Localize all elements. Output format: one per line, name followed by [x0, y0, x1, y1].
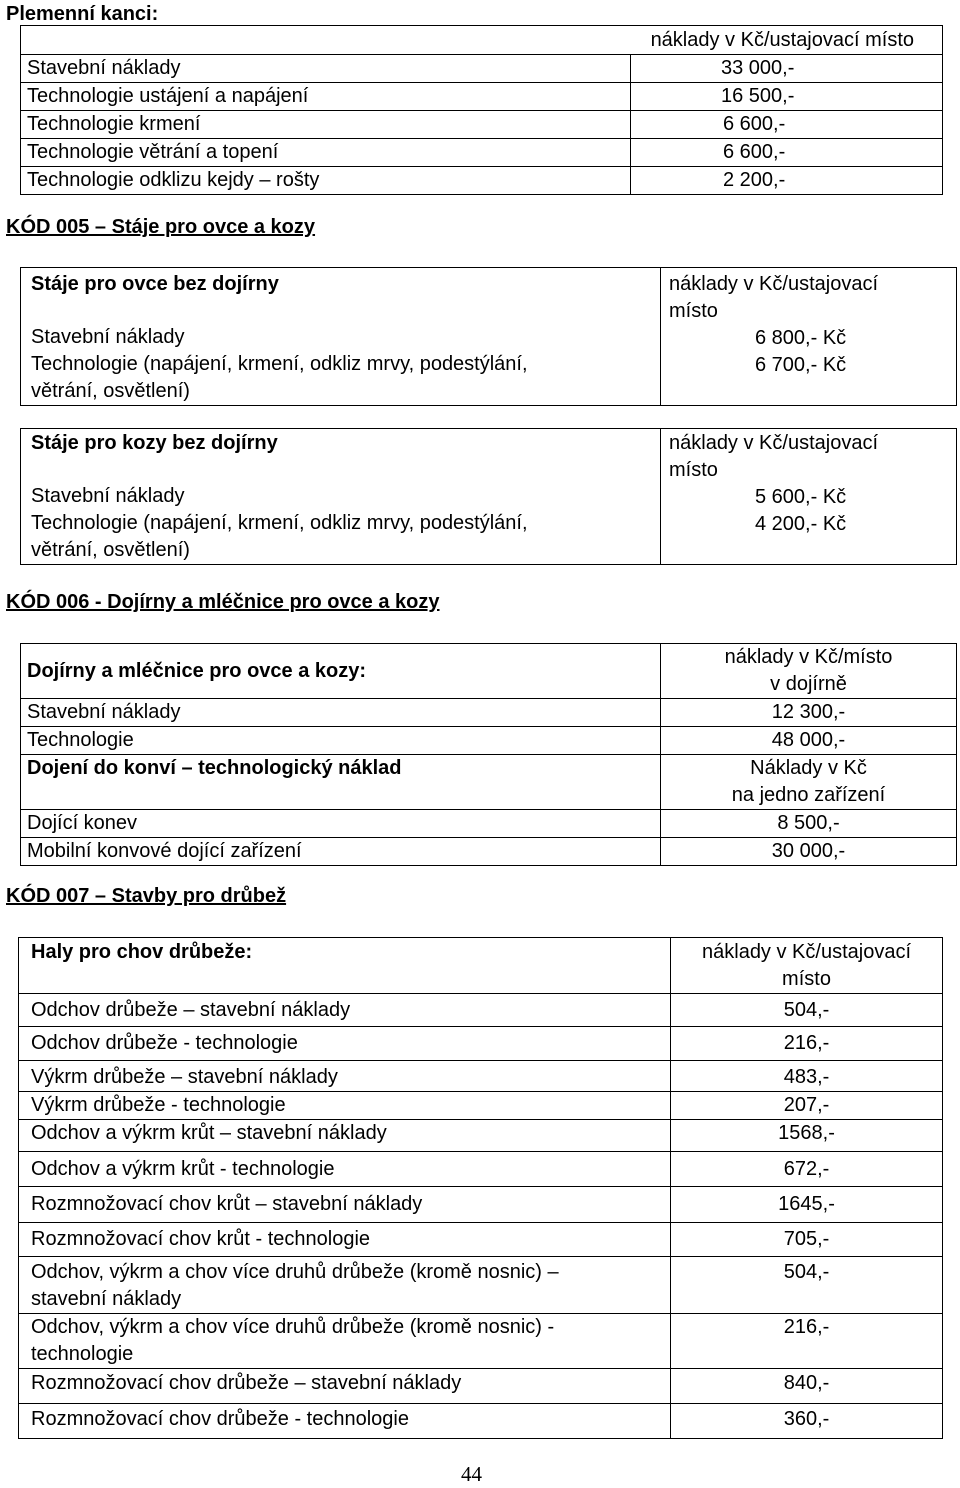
row-label: Technologie ustájení a napájení: [21, 83, 631, 111]
kozy-heading: Stáje pro kozy bez dojírny: [31, 432, 278, 454]
row-value: 8 500,-: [661, 810, 957, 838]
row-value: 504,-: [671, 1257, 943, 1314]
table-row: [19, 1152, 943, 1187]
row-value: 4 200,- Kč: [755, 513, 847, 535]
ovce-table: [20, 267, 957, 406]
row-label: Stavební náklady: [21, 55, 631, 83]
row-value: 483,-: [671, 1061, 943, 1092]
row-value: 6 600,-: [631, 111, 943, 139]
dojirny-unit-header: náklady v Kč/místo: [724, 646, 893, 668]
table-row: [19, 1092, 943, 1120]
page-number: 44: [461, 1462, 482, 1486]
table-row: [21, 810, 957, 838]
row-value: 30 000,-: [661, 838, 957, 866]
row-label: Výkrm drůbeže - technologie: [19, 1092, 671, 1120]
row-label: Technologie větrání a topení: [21, 139, 631, 167]
row-value: 207,-: [671, 1092, 943, 1120]
row-value: 1645,-: [671, 1187, 943, 1223]
table-row: [21, 83, 943, 111]
row-value: 6 800,- Kč: [755, 327, 847, 349]
table-row: [19, 1223, 943, 1257]
row-label: Rozmnožovací chov krůt - technologie: [19, 1223, 671, 1257]
dojeni-unit-header: na jedno zařízení: [731, 784, 886, 806]
table-row: [21, 727, 957, 755]
row-value: 504,-: [671, 994, 943, 1027]
row-label: Stavební náklady: [31, 326, 185, 348]
row-label: Technologie (napájení, krmení, odkliz mrvy, podestýlání,: [31, 353, 528, 375]
row-value: 2 200,-: [631, 167, 943, 195]
row-label: Odchov drůbeže – stavební náklady: [19, 994, 671, 1027]
kanci-unit-header: náklady v Kč/ustajovací místo: [21, 26, 943, 55]
row-label: Stavební náklady: [31, 485, 185, 507]
row-label: Odchov, výkrm a chov více druhů drůbeže (kromě nosnic) –: [31, 1261, 559, 1283]
row-label: větrání, osvětlení): [31, 539, 190, 561]
table-row: [19, 1120, 943, 1152]
row-value: 12 300,-: [661, 699, 957, 727]
dojeni-unit-header: Náklady v Kč: [750, 757, 867, 779]
ovce-unit-header: místo: [669, 300, 718, 322]
row-value: 840,-: [671, 1369, 943, 1404]
dojirny-unit-header: v dojírně: [770, 673, 847, 695]
table-row: [21, 55, 943, 83]
row-label: Odchov a výkrm krůt - technologie: [19, 1152, 671, 1187]
table-row: [21, 699, 957, 727]
section-title-kod005: KÓD 005 – Stáje pro ovce a kozy: [6, 216, 316, 238]
drubez-table: [18, 937, 943, 1439]
table-row: [21, 139, 943, 167]
row-label: Technologie: [21, 727, 661, 755]
row-value: 5 600,- Kč: [755, 486, 847, 508]
row-label: technologie: [31, 1343, 134, 1365]
row-value: 672,-: [671, 1152, 943, 1187]
row-label: Odchov a výkrm krůt – stavební náklady: [19, 1120, 671, 1152]
kozy-unit-header: náklady v Kč/ustajovací: [669, 432, 878, 454]
table-row: [21, 167, 943, 195]
row-label: Mobilní konvové dojící zařízení: [21, 838, 661, 866]
table-row: [19, 1187, 943, 1223]
row-value: 216,-: [671, 1314, 943, 1369]
table-row: [21, 838, 957, 866]
dojeni-subheading: Dojení do konví – technologický náklad: [21, 755, 661, 810]
table-row: [19, 1061, 943, 1092]
kozy-table: [20, 428, 957, 565]
section-title-kanci: Plemenní kanci:: [6, 3, 159, 25]
table-row: [21, 111, 943, 139]
ovce-heading: Stáje pro ovce bez dojírny: [31, 273, 279, 295]
table-row: [19, 994, 943, 1027]
row-label: Technologie krmení: [21, 111, 631, 139]
row-label: Rozmnožovací chov drůbeže – stavební náklady: [19, 1369, 671, 1404]
row-value: 6 600,-: [631, 139, 943, 167]
haly-unit-header: náklady v Kč/ustajovací: [702, 941, 911, 963]
row-value: 6 700,- Kč: [755, 354, 847, 376]
row-label: Technologie odklizu kejdy – rošty: [21, 167, 631, 195]
table-row: [19, 1314, 943, 1369]
table-row: [19, 1369, 943, 1404]
dojirny-table: [20, 643, 957, 866]
haly-heading: Haly pro chov drůbeže:: [19, 938, 671, 994]
row-label: Výkrm drůbeže – stavební náklady: [19, 1061, 671, 1092]
table-row: [19, 1027, 943, 1061]
row-label: Dojící konev: [21, 810, 661, 838]
row-value: 360,-: [671, 1404, 943, 1439]
ovce-unit-header: náklady v Kč/ustajovací: [669, 273, 878, 295]
row-label: Rozmnožovací chov drůbeže - technologie: [19, 1404, 671, 1439]
section-title-kod006: KÓD 006 - Dojírny a mléčnice pro ovce a kozy: [6, 591, 440, 613]
row-value: 705,-: [671, 1223, 943, 1257]
kozy-unit-header: místo: [669, 459, 718, 481]
row-label: Rozmnožovací chov krůt – stavební náklady: [19, 1187, 671, 1223]
row-value: 48 000,-: [661, 727, 957, 755]
row-value: 16 500,-: [631, 83, 943, 111]
row-label: větrání, osvětlení): [31, 380, 190, 402]
row-value: 33 000,-: [631, 55, 943, 83]
row-value: 216,-: [671, 1027, 943, 1061]
kanci-table: [20, 25, 943, 195]
dojirny-heading: Dojírny a mléčnice pro ovce a kozy:: [21, 644, 661, 699]
section-title-kod007: KÓD 007 – Stavby pro drůbež: [6, 885, 287, 907]
table-row: [19, 1257, 943, 1314]
row-label: Odchov, výkrm a chov více druhů drůbeže (kromě nosnic) -: [31, 1316, 555, 1338]
row-label: Technologie (napájení, krmení, odkliz mrvy, podestýlání,: [31, 512, 528, 534]
row-label: stavební náklady: [31, 1288, 182, 1310]
table-row: [19, 1404, 943, 1439]
row-label: Stavební náklady: [21, 699, 661, 727]
row-value: 1568,-: [671, 1120, 943, 1152]
haly-unit-header: místo: [782, 968, 831, 990]
row-label: Odchov drůbeže - technologie: [19, 1027, 671, 1061]
